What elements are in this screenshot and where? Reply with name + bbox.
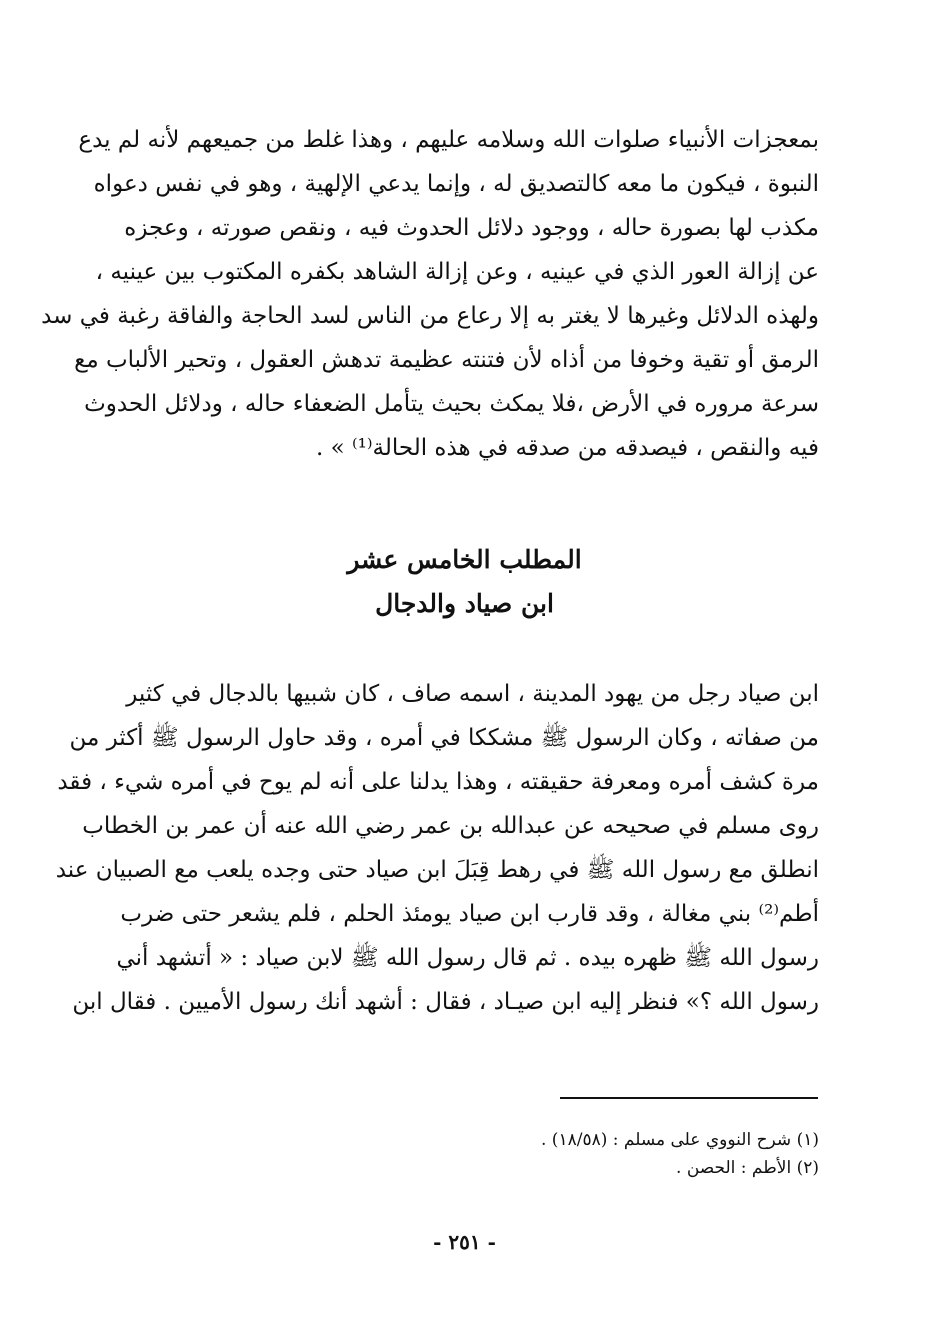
section-heading-title: المطلب الخامس عشر: [347, 545, 582, 574]
text-line: فيه والنقص ، فيصدقه من صدقه في هذه الحالة⁽¹⁾ » .: [315, 435, 819, 461]
text-line: عن إزالة العور الذي في عينيه ، وعن إزالة الشاهد بكفره المكتوب بين عينيه ،: [95, 259, 819, 285]
footnote-item: (١) شرح النووي على مسلم : (١٨/٥٨) .: [541, 1130, 819, 1150]
text-line: مكذب لها بصورة حاله ، ووجود دلائل الحدوث فيه ، ونقص صورته ، وعجزه: [124, 215, 819, 241]
text-line: الرمق أو تقية وخوفا من أذاه لأن فتنته عظيمة تدهش العقول ، وتحير الألباب مع: [74, 347, 819, 373]
text-line: ولهذه الدلائل وغيرها لا يغتر به إلا رعاع من الناس لسد الحاجة والفاقة رغبة في سد: [41, 303, 819, 329]
text-line: مرة كشف أمره ومعرفة حقيقته ، وهذا يدلنا على أنه لم يوح في أمره شيء ، فقد: [57, 769, 819, 795]
paragraph-body-1: [41, 118, 819, 470]
page-number: - ٢٥١ -: [433, 1230, 496, 1254]
text-line: رسول الله ﷺ ظهره بيده . ثم قال رسول الله ﷺ لابن صياد : « أتشهد أني: [116, 945, 819, 971]
section-heading-subtitle: ابن صياد والدجال: [375, 589, 554, 618]
text-line: النبوة ، فيكون ما معه كالتصديق له ، وإنما يدعي الإلهية ، وهو في نفس دعواه: [93, 171, 819, 197]
text-line: سرعة مروره في الأرض ،فلا يمكث بحيث يتأمل الضعفاء حاله ، ودلائل الحدوث: [84, 391, 819, 417]
footnote-separator: [560, 1097, 818, 1099]
text-line: ابن صياد رجل من يهود المدينة ، اسمه صاف ، كان شبيها بالدجال في كثير: [126, 681, 819, 707]
text-line: روى مسلم في صحيحه عن عبدالله بن عمر رضي الله عنه أن عمر بن الخطاب: [82, 813, 819, 839]
text-line: من صفاته ، وكان الرسول ﷺ مشككا في أمره ، وقد حاول الرسول ﷺ أكثر من: [69, 725, 819, 751]
text-line: رسول الله ؟» فنظر إليه ابن صيـاد ، فقال : أشهد أنك رسول الأميين . فقال ابن: [72, 989, 819, 1015]
footnotes: [219, 1126, 819, 1182]
text-line: انطلق مع رسول الله ﷺ في رهط قِبَلَ ابن صياد حتى وجده يلعب مع الصبيان عند: [55, 857, 819, 883]
footnote-item: (٢) الأطم : الحصن .: [676, 1158, 819, 1178]
text-line: أطم⁽²⁾ بني مغالة ، وقد قارب ابن صياد يومئذ الحلم ، فلم يشعر حتى ضرب: [120, 901, 819, 927]
text-line: بمعجزات الأنبياء صلوات الله وسلامه عليهم ، وهذا غلط من جميعهم لأنه لم يدع: [78, 127, 819, 153]
paragraph-body-2: [55, 672, 819, 1024]
